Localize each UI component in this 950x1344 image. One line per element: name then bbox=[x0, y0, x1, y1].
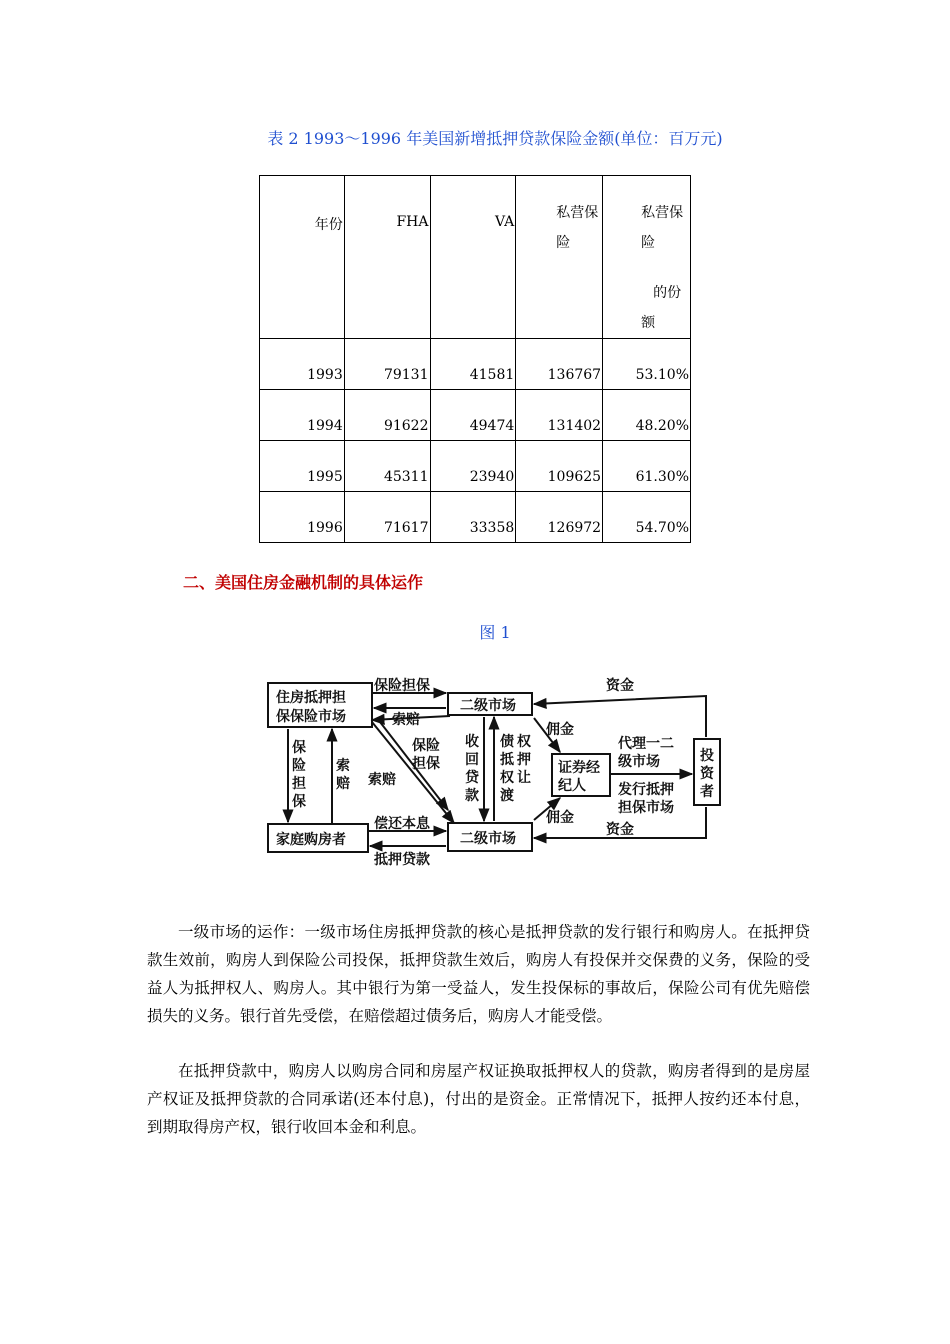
header-share bbox=[603, 176, 691, 339]
header-share-l4: 额 bbox=[641, 315, 656, 331]
label-broker-l2: 纪人 bbox=[558, 778, 586, 794]
table-row bbox=[260, 390, 691, 441]
label-guarantee-diag-l2: 担保 bbox=[412, 756, 440, 772]
label-agent-l2: 级市场 bbox=[618, 754, 660, 770]
header-share-wrap bbox=[603, 176, 689, 338]
label-broker-l1: 证券经 bbox=[558, 760, 600, 776]
cell-va: 33358 bbox=[430, 492, 516, 543]
cell-year: 1993 bbox=[260, 339, 345, 390]
cell-share: 53.10% bbox=[603, 339, 691, 390]
label-recover-2: 贷 bbox=[465, 770, 479, 786]
table-header-row bbox=[260, 176, 691, 339]
cell-fha: 45311 bbox=[344, 441, 430, 492]
header-private-l1: 私营保 bbox=[556, 205, 599, 221]
cell-private: 131402 bbox=[516, 390, 603, 441]
label-guarantee-top: 保险担保 bbox=[374, 678, 430, 694]
cell-year: 1995 bbox=[260, 441, 345, 492]
cell-fha: 79131 bbox=[344, 339, 430, 390]
label-guarantee-left-1: 险 bbox=[292, 758, 306, 774]
label-issue-l1: 发行抵押 bbox=[618, 782, 674, 798]
label-secondary-market: 二级市场 bbox=[460, 698, 516, 714]
section-heading: 二、美国住房金融机制的具体运作 bbox=[183, 573, 424, 592]
header-share-l2: 险 bbox=[641, 235, 656, 251]
housing-finance-diagram bbox=[262, 660, 732, 885]
figure-label: 图 1 bbox=[479, 623, 511, 642]
label-commission-bottom: 佣金 bbox=[546, 810, 574, 826]
insurance-table bbox=[259, 175, 691, 543]
paragraph-primary-market: 一级市场的运作：一级市场住房抵押贷款的核心是抵押贷款的发行银行和购房人。在抵押贷款生效前，购房人到保险公司投保，抵押贷款生效后，购房人有投保并交保费的义务，保险的受益人为抵押权人、购房人。其中银行为第一受益人，发生投保标的事故后，保险公司有优先赔偿损失的义务。银行首先受偿，在赔偿超过债务后，购房人才能受偿。 bbox=[147, 923, 810, 1025]
header-va bbox=[430, 176, 516, 339]
table-row bbox=[260, 339, 691, 390]
label-agent-l1: 代理一二 bbox=[618, 736, 674, 752]
label-debt-1: 抵 bbox=[500, 752, 514, 768]
label-debt-3: 渡 bbox=[500, 788, 514, 804]
label-debt-2: 权 bbox=[500, 770, 514, 786]
cell-private: 136767 bbox=[516, 339, 603, 390]
header-year bbox=[260, 176, 345, 339]
label-funds-top: 资金 bbox=[606, 678, 634, 694]
label-investor-1: 资 bbox=[700, 766, 714, 782]
cell-share: 54.70% bbox=[603, 492, 691, 543]
label-insurance-market-l2: 保保险市场 bbox=[276, 709, 346, 725]
header-fha-text: FHA bbox=[396, 214, 429, 230]
cell-share: 61.30% bbox=[603, 441, 691, 492]
label-recover-3: 款 bbox=[465, 788, 479, 804]
label-funds-bottom: 资金 bbox=[606, 822, 634, 838]
cell-va: 41581 bbox=[430, 339, 516, 390]
header-fha bbox=[344, 176, 430, 339]
label-commission-top: 佣金 bbox=[546, 722, 574, 738]
label-repay: 偿还本息 bbox=[374, 816, 430, 832]
header-private-l2: 险 bbox=[556, 235, 571, 251]
cell-share: 48.20% bbox=[603, 390, 691, 441]
cell-fha: 71617 bbox=[344, 492, 430, 543]
cell-private: 109625 bbox=[516, 441, 603, 492]
label-investor-0: 投 bbox=[700, 748, 714, 764]
label-recover-0: 收 bbox=[465, 734, 479, 750]
header-private-wrap bbox=[516, 176, 601, 258]
label-insurance-market-l1: 住房抵押担 bbox=[276, 690, 346, 706]
label-household: 家庭购房者 bbox=[276, 832, 346, 848]
label-debt-r1: 押 bbox=[517, 752, 531, 768]
label-claim-diag: 索赔 bbox=[368, 772, 396, 788]
table-row bbox=[260, 492, 691, 543]
header-share-l1: 私营保 bbox=[641, 205, 684, 221]
label-investor-2: 者 bbox=[700, 784, 714, 800]
label-guarantee-diag-l1: 保险 bbox=[412, 738, 440, 754]
label-debt-r0: 权 bbox=[517, 734, 531, 750]
cell-year: 1996 bbox=[260, 492, 345, 543]
label-debt-0: 债 bbox=[500, 734, 514, 750]
paragraph-mortgage-loan: 在抵押贷款中，购房人以购房合同和房屋产权证换取抵押权人的贷款，购房者得到的是房屋产权证及抵押贷款的合同承诺(还本付息)，付出的是资金。正常情况下，抵押人按约还本付息，到期取得房产权，银行收回本金和利息。 bbox=[147, 1062, 810, 1136]
cell-fha: 91622 bbox=[344, 390, 430, 441]
label-guarantee-left-2: 担 bbox=[292, 776, 306, 792]
label-debt-r2: 让 bbox=[517, 770, 531, 786]
label-guarantee-left-0: 保 bbox=[292, 740, 306, 756]
table-caption: 表 2 1993～1996 年美国新增抵押贷款保险金额(单位：百万元) bbox=[267, 129, 723, 148]
cell-va: 23940 bbox=[430, 441, 516, 492]
label-claim-top: 索赔 bbox=[392, 712, 420, 728]
table-row bbox=[260, 441, 691, 492]
cell-va: 49474 bbox=[430, 390, 516, 441]
cell-private: 126972 bbox=[516, 492, 603, 543]
header-va-text: VA bbox=[494, 214, 515, 230]
label-primary-market: 二级市场 bbox=[460, 831, 516, 847]
label-claim-left-1: 赔 bbox=[336, 776, 350, 792]
label-guarantee-left-3: 保 bbox=[292, 794, 306, 810]
label-recover-1: 回 bbox=[465, 752, 479, 768]
label-issue-l2: 担保市场 bbox=[618, 800, 674, 816]
header-year-text: 年份 bbox=[314, 217, 343, 233]
header-private bbox=[516, 176, 603, 339]
cell-year: 1994 bbox=[260, 390, 345, 441]
header-share-l3: 的份 bbox=[653, 285, 682, 301]
label-mortgage-loan: 抵押贷款 bbox=[374, 852, 430, 868]
label-claim-left-0: 索 bbox=[336, 758, 350, 774]
